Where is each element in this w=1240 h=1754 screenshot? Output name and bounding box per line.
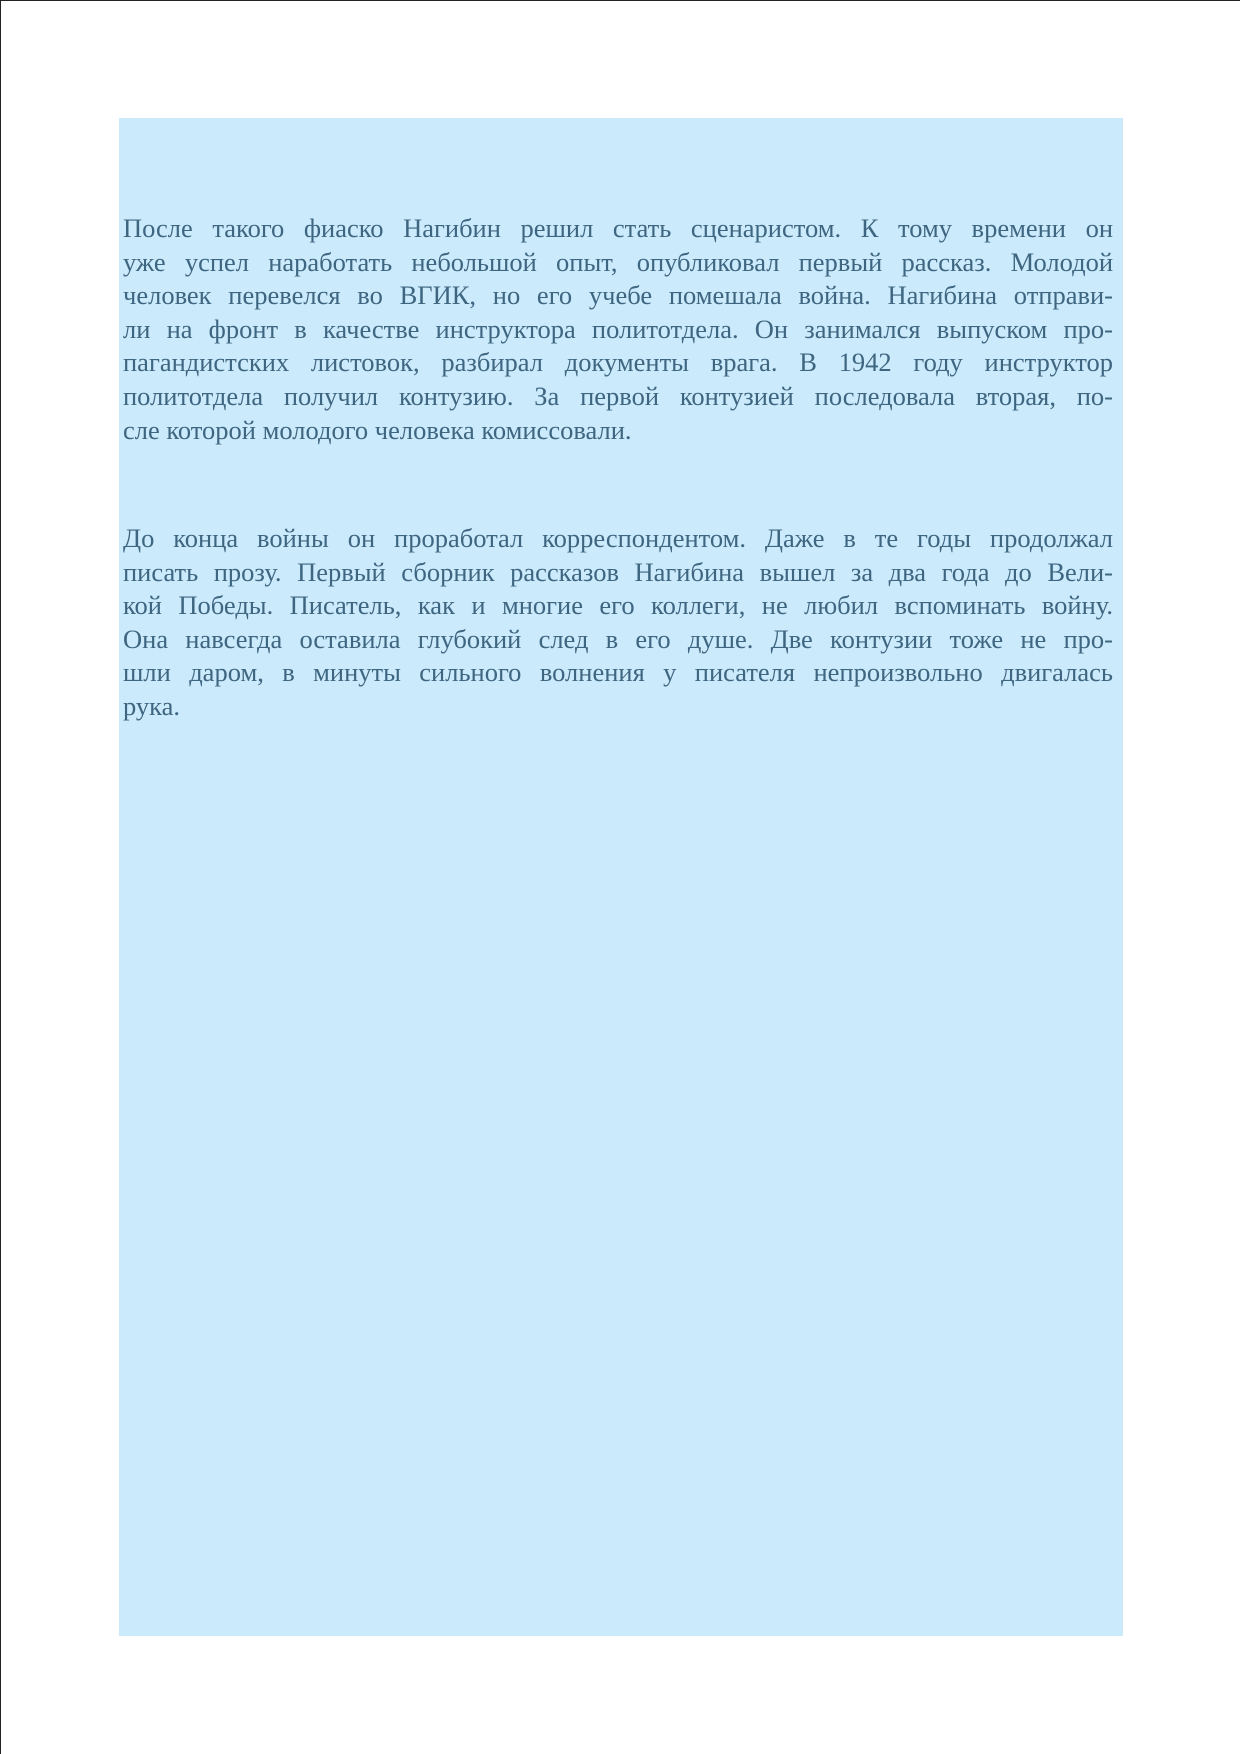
paragraph-2 [123, 522, 1113, 724]
paragraph-2-line: шли даром, в минуты сильного волнения у писателя непроизвольно двигалась [123, 657, 1113, 688]
paragraph-1-line: сле которой молодого человека комиссовали. [123, 414, 632, 445]
paragraph-1-line: пагандистских листовок, разбирал документы врага. В 1942 году инструктор [123, 347, 1113, 378]
paragraph-2-line: писать прозу. Первый сборник рассказов Нагибина вышел за два года до Вели- [123, 556, 1113, 587]
paragraph-1-line: политотдела получил контузию. За первой контузией последовала вторая, по- [123, 380, 1113, 411]
paragraph-1-line: ли на фронт в качестве инструктора политотдела. Он занимался выпуском про- [123, 313, 1113, 344]
paragraph-2-line: рука. [123, 690, 181, 721]
paragraph-1-line: человек перевелся во ВГИК, но его учебе помешала война. Нагибина отправи- [123, 280, 1113, 311]
paragraph-1 [123, 212, 1113, 447]
paragraph-2-line: кой Победы. Писатель, как и многие его коллеги, не любил вспоминать войну. [123, 590, 1113, 621]
paragraph-1-line: После такого фиаско Нагибин решил стать сценаристом. К тому времени он [123, 213, 1113, 243]
paragraph-2-line: До конца войны он проработал корреспондентом. Даже в те годы продолжал [123, 523, 1113, 553]
paragraph-1-line: уже успел наработать небольшой опыт, опубликовал первый рассказ. Молодой [123, 246, 1113, 277]
paragraph-2-line: Она навсегда оставила глубокий след в его душе. Две контузии тоже не про- [123, 623, 1113, 654]
